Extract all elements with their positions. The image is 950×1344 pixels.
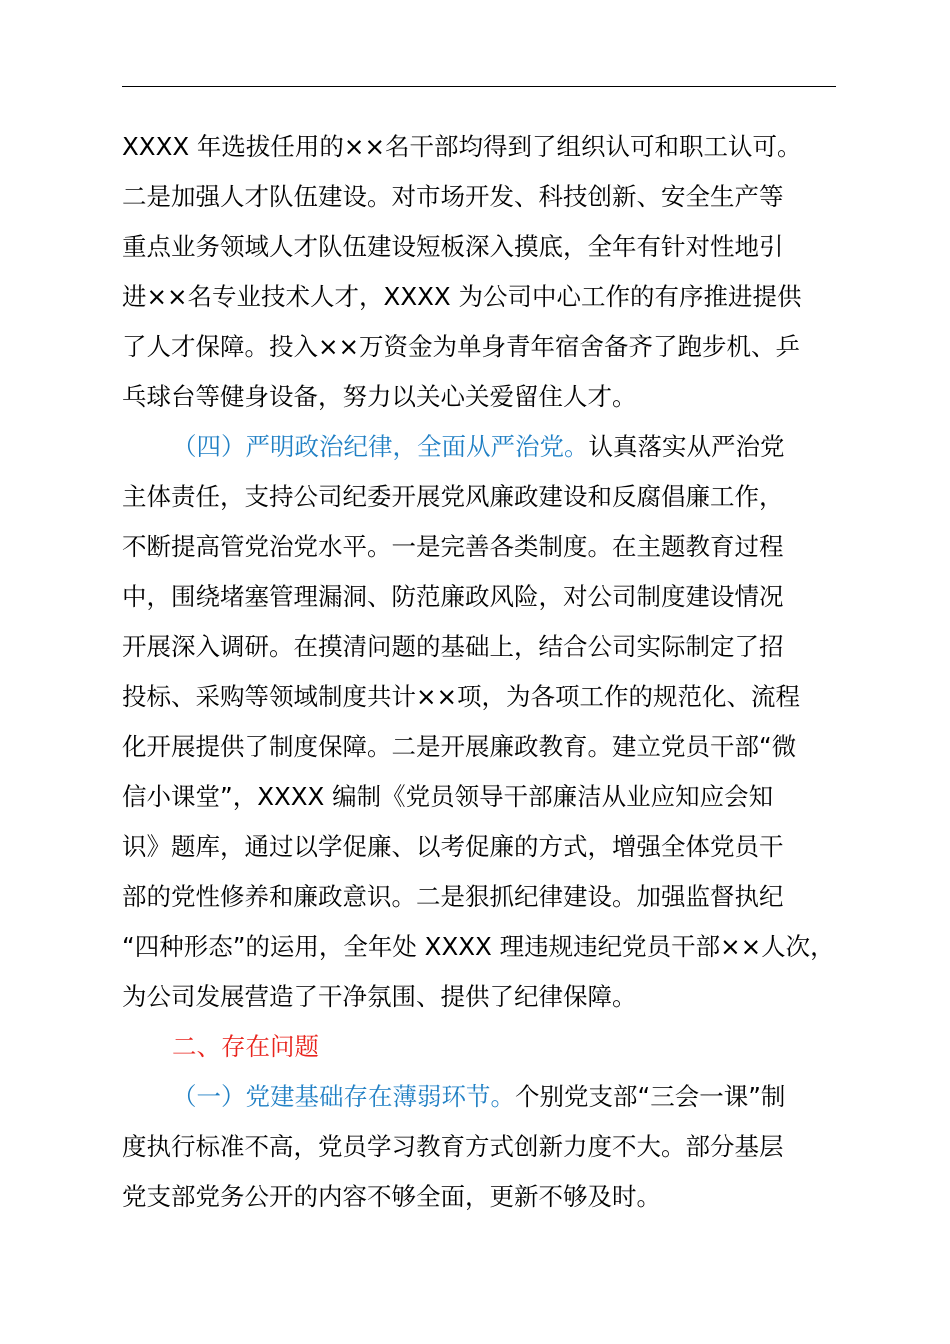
header-rule [122,86,836,87]
body-line: 主体责任，支持公司纪委开展党风廉政建设和反腐倡廉工作， [122,482,784,511]
body-line: 进××名专业技术人才，XXXX 为公司中心工作的有序推进提供 [122,282,802,311]
body-text: 个别党支部“三会一课”制 [515,1082,786,1111]
body-line: 乓球台等健身设备，努力以关心关爱留住人才。 [122,382,637,411]
body-line: 识》题库，通过以学促廉、以考促廉的方式，增强全体党员干 [122,832,784,861]
section-heading: （四）严明政治纪律，全面从严治党。 [172,432,589,461]
problem-heading: （一）党建基础存在薄弱环节。 [172,1082,515,1111]
body-line: 化开展提供了制度保障。二是开展廉政教育。建立党员干部“微 [122,732,797,761]
body-line: 开展深入调研。在摸清问题的基础上，结合公司实际制定了招 [122,632,784,661]
body-text: 认真落实从严治党 [588,432,785,461]
body-line: 部的党性修养和廉政意识。二是狠抓纪律建设。加强监督执纪 [122,882,784,911]
body-line: 二是加强人才队伍建设。对市场开发、科技创新、安全生产等 [122,182,784,211]
problem-paragraph-start [122,1072,862,1122]
document-body [122,122,862,1222]
body-line: 信小课堂”，XXXX 编制《党员领导干部廉洁从业应知应会知 [122,782,774,811]
body-line: 度执行标准不高，党员学习教育方式创新力度不大。部分基层 [122,1132,784,1161]
body-line: “四种形态”的运用，全年处 XXXX 理违规违纪党员干部××人次， [122,932,835,961]
body-line: XXXX 年选拔任用的××名干部均得到了组织认可和职工认可。 [122,132,802,161]
chapter-heading: 二、存在问题 [172,1032,319,1061]
body-line: 投标、采购等领域制度共计××项，为各项工作的规范化、流程 [122,682,801,711]
body-line: 党支部党务公开的内容不够全面，更新不够及时。 [122,1182,661,1211]
body-line: 为公司发展营造了干净氛围、提供了纪律保障。 [122,982,637,1011]
body-line: 了人才保障。投入××万资金为单身青年宿舍备齐了跑步机、乒 [122,332,801,361]
body-line: 中，围绕堵塞管理漏洞、防范廉政风险，对公司制度建设情况 [122,582,784,611]
body-line: 重点业务领域人才队伍建设短板深入摸底，全年有针对性地引 [122,232,784,261]
body-line: 不断提高管党治党水平。一是完善各类制度。在主题教育过程 [122,532,784,561]
section-paragraph-start [122,422,862,472]
